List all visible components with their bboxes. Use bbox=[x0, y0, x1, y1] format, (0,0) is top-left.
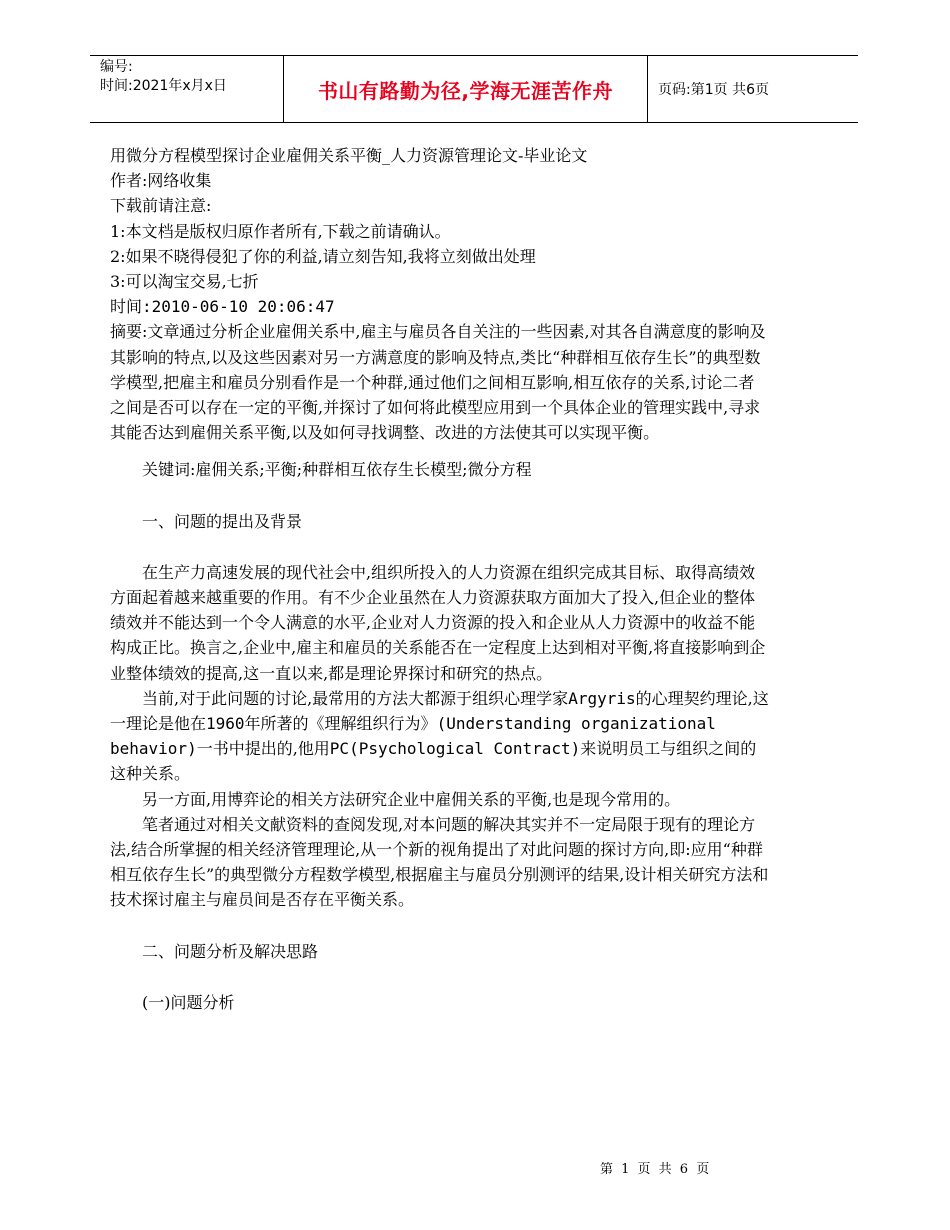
text-run: 当前,对于此问题的讨论,最常用的方法大都源于组织心理学家 bbox=[142, 688, 569, 708]
section-heading: 二、问题分析及解决思路 bbox=[142, 941, 319, 961]
header-page-info: 页码:第1页 共6页 bbox=[658, 82, 769, 98]
text-run: 年所著的《理解组织行为》 bbox=[244, 714, 437, 734]
subsection-heading: (一)问题分析 bbox=[142, 992, 235, 1012]
page-header bbox=[90, 55, 858, 123]
notice-item: 3:可以淘宝交易,七折 bbox=[110, 272, 259, 292]
time-label: 时间:2021年x月x日 bbox=[100, 78, 227, 94]
body-paragraph bbox=[110, 686, 770, 787]
spacer bbox=[110, 483, 770, 509]
text-run: 1960 bbox=[206, 714, 245, 734]
page-footer: 第 1 页 共 6 页 bbox=[600, 1162, 712, 1177]
text-run: PC(Psychological Contract) bbox=[329, 739, 581, 759]
time-line: 时间:2010-06-10 20:06:47 bbox=[110, 297, 335, 317]
keywords-line: 关键词:雇佣关系;平衡;种群相互依存生长模型;微分方程 bbox=[142, 460, 532, 480]
notice-item: 2:如果不晓得侵犯了你的利益,请立刻告知,我将立刻做出处理 bbox=[110, 246, 536, 266]
spacer bbox=[110, 964, 770, 990]
notice-heading: 下载前请注意: bbox=[110, 196, 212, 216]
text-run: 来说明员工与组织之间的这种关系。 bbox=[110, 739, 757, 784]
author-line: 作者:网络收集 bbox=[110, 171, 212, 191]
spacer bbox=[110, 913, 770, 939]
header-meta bbox=[90, 56, 284, 122]
spacer bbox=[110, 534, 770, 560]
section-heading: 一、问题的提出及背景 bbox=[142, 511, 303, 531]
header-motto: 书山有路勤为径,学海无涯苦作舟 bbox=[284, 56, 648, 122]
body-paragraph: 在生产力高速发展的现代社会中,组织所投入的人力资源在组织完成其目标、取得高绩效方面起着越来越重要的作用。有不少企业虽然在人力资源获取方面加大了投入,但企业的整体绩效并不能达到一个令人满意的水平,企业对人力资源的投入和企业从人力资源中的收益不能构成正比。换言之,企业中,雇主和雇员的关系能否在一定程度上达到相对平衡,将直接影响到企业整体绩效的提高,这一直以来,都是理论界探讨和研究的热点。 bbox=[110, 562, 766, 683]
notice-item: 1:本文档是版权归原作者所有,下载之前请确认。 bbox=[110, 221, 451, 241]
body-paragraph: 另一方面,用博弈论的相关方法研究企业中雇佣关系的平衡,也是现今常用的。 bbox=[142, 789, 681, 809]
abstract-paragraph: 摘要:文章通过分析企业雇佣关系中,雇主与雇员各自关注的一些因素,对其各自满意度的影响及其影响的特点,以及这些因素对另一方满意度的影响及特点,类比“种群相互依存生长”的典型数学模型,把雇主和雇员分别看作是一个种群,通过他们之间相互影响,相互依存的关系,讨论二者之间是否可以存在一定的平衡,并探讨了如何将此模型应用到一个具体企业的管理实践中,寻求其能否达到雇佣关系平衡,以及如何寻找调整、改进的方法使其可以实现平衡。 bbox=[110, 322, 766, 443]
document-body bbox=[110, 143, 770, 1015]
body-paragraph: 笔者通过对相关文献资料的查阅发现,对本问题的解决其实并不一定局限于现有的理论方法,结合所掌握的相关经济管理理论,从一个新的视角提出了对此问题的探讨方向,即:应用“种群相互依存生长”的典型微分方程数学模型,根据雇主与雇员分别测评的结果,设计相关研究方法和技术探讨雇主与雇员间是否存在平衡关系。 bbox=[110, 814, 769, 910]
text-run: (Understanding organizational behavior) bbox=[110, 714, 716, 759]
number-label: 编号: bbox=[100, 59, 133, 75]
text-run: Argyris bbox=[568, 688, 636, 708]
text-run: 的心理契约理论,这一理论是他在 bbox=[110, 688, 769, 734]
document-title: 用微分方程模型探讨企业雇佣关系平衡_人力资源管理论文-毕业论文 bbox=[110, 146, 588, 165]
text-run: 一书中提出的,他用 bbox=[196, 739, 330, 759]
spacer bbox=[110, 445, 770, 457]
